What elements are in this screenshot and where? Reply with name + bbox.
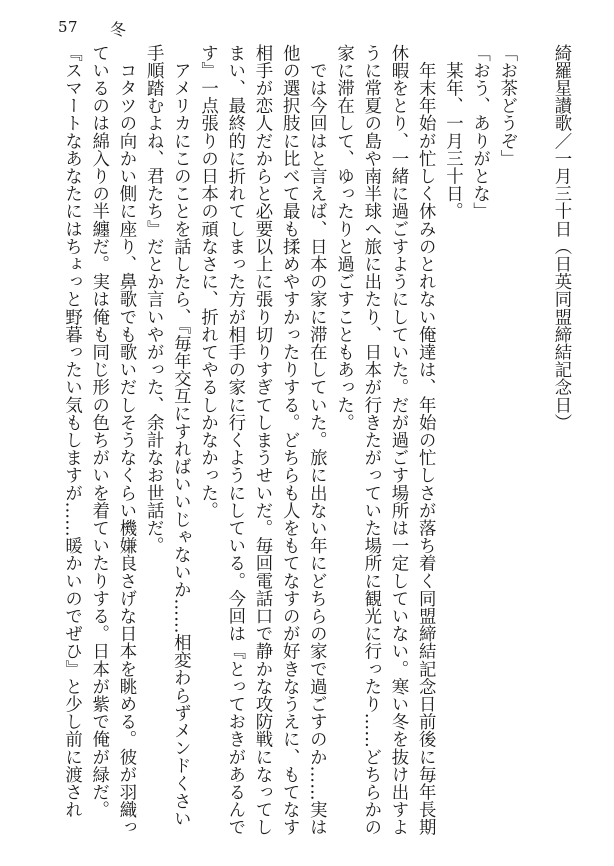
text-line: 手順踏むよね、君たち』だとか言いやがった、余計なお世話だ。 bbox=[143, 44, 164, 555]
text-line: ているのは綿入りの半纏だ。実は俺も同じ形の色ちがいを着ていたりする。日本が紫で俺が緑だ。 bbox=[88, 44, 109, 819]
text-line: 休暇をとり、一緒に過ごすようにしていた。だが過ごす場所は一定していない。寒い冬を抜け出すよ bbox=[387, 44, 408, 836]
text-line: 「おう、ありがとな」 bbox=[469, 44, 490, 220]
text-line: アメリカにこのことを話したら、『毎年交互にすればいいじゃないか……相変わらずメンドくさい bbox=[170, 44, 191, 828]
text-line: うに常夏の島や南半球へ旅に出たり、日本が行きたがっていた場所に観光に行ったり……どちらかの bbox=[360, 44, 381, 836]
text-line: 他の選択肢に比べて最も揉めやすかったりする。どちらも人をもてなすのが好きなうえに、もてなす bbox=[279, 44, 300, 836]
text-line: では今回はと言えば、日本の家に滞在していた。旅に出ない年にどちらの家で過ごすのか……実は bbox=[306, 44, 327, 836]
text-line: 相手が恋人だからと必要以上に張り切りすぎてしまうせいだ。毎回電話口で静かな攻防戦になってし bbox=[251, 44, 272, 836]
text-line: 某年、一月三十日。 bbox=[442, 44, 463, 220]
vertical-body-text bbox=[61, 44, 574, 836]
page-number: 57 bbox=[58, 18, 79, 36]
text-line: 『スマートなあなたにはちょっと野暮ったい気もしますが……暖かいのでぜひ』と少し前に渡され bbox=[61, 44, 82, 819]
text-line: 家に滞在して、ゆったりと過ごすこともあった。 bbox=[333, 44, 354, 432]
text-line: 年末年始が忙しく休みのとれない俺達は、年始の忙しさが落ち着く同盟締結記念日前後に毎年長期 bbox=[415, 44, 436, 836]
running-head: 冬 bbox=[110, 20, 127, 39]
text-line: まい、最終的に折れてしまった方が相手の家に行くようにしている。今回は『とっておきがあるんで bbox=[224, 44, 245, 836]
text-line: す』一点張りの日本の頑なさに、折れてやるしかなかった。 bbox=[197, 44, 218, 520]
text-line: 「お茶どうぞ」 bbox=[496, 44, 517, 168]
text-line: コタツの向かい側に座り、鼻歌でも歌いだしそうなくらい機嫌良さげな日本を眺める。彼が羽織っ bbox=[115, 44, 136, 836]
chapter-title: 綺羅星讃歌／一月三十日（日英同盟締結記念日） bbox=[551, 44, 571, 432]
